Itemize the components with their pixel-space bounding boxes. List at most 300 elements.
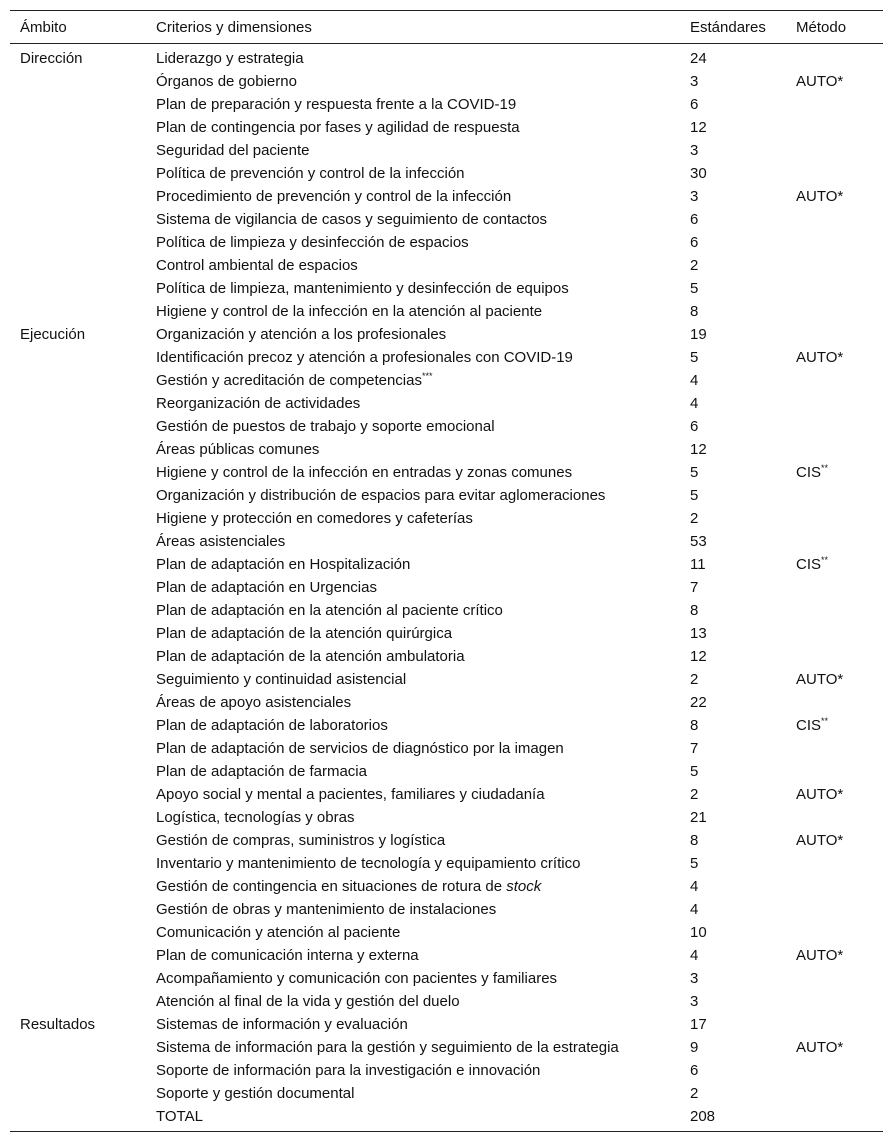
cell-estandares: 24 <box>690 50 707 67</box>
header-estandares: Estándares <box>690 11 796 44</box>
cell-ambito <box>10 461 156 484</box>
table-row <box>10 599 883 622</box>
table-row <box>10 438 883 461</box>
cell-estandares: 5 <box>690 487 699 504</box>
cell-estandares: 2 <box>690 257 699 274</box>
table-row <box>10 737 883 760</box>
cell-criterio <box>156 760 690 783</box>
cell-metodo <box>796 116 883 139</box>
cell-criterio <box>156 277 690 300</box>
cell-metodo <box>796 93 883 116</box>
cell-estandares: 7 <box>690 740 699 757</box>
cell-metodo <box>796 162 883 185</box>
cell-criterio <box>156 967 690 990</box>
table-row <box>10 668 883 691</box>
cell-criterio <box>156 208 690 231</box>
cell-estandares: 3 <box>690 970 699 987</box>
cell-ambito <box>10 668 156 691</box>
cell-estandares: 3 <box>690 993 699 1010</box>
cell-metodo <box>796 346 883 369</box>
criterio-text: Seguimiento y continuidad asistencial <box>156 671 407 688</box>
cell-metodo <box>796 783 883 806</box>
cell-criterio <box>156 645 690 668</box>
cell-metodo <box>796 760 883 783</box>
cell-estandares: 5 <box>690 855 699 872</box>
standards-table <box>10 10 883 1132</box>
table-row <box>10 622 883 645</box>
criterio-text: Apoyo social y mental a pacientes, familiares y ciudadanía <box>156 786 545 803</box>
criterio-text: Plan de contingencia por fases y agilidad de respuesta <box>156 119 520 136</box>
cell-ambito <box>10 1059 156 1082</box>
cell-criterio <box>156 185 690 208</box>
cell-estandares: 4 <box>690 372 699 389</box>
cell-ambito <box>10 231 156 254</box>
cell-ambito <box>10 438 156 461</box>
cell-criterio <box>156 1059 690 1082</box>
cell-estandares: 8 <box>690 303 699 320</box>
criterio-text: Áreas de apoyo asistenciales <box>156 694 352 711</box>
table-row <box>10 1082 883 1105</box>
cell-ambito <box>10 806 156 829</box>
cell-ambito <box>10 300 156 323</box>
cell-metodo <box>796 898 883 921</box>
table-row <box>10 369 883 392</box>
cell-criterio <box>156 737 690 760</box>
cell-criterio <box>156 668 690 691</box>
cell-metodo <box>796 438 883 461</box>
criterio-text: Plan de adaptación de servicios de diagnóstico por la imagen <box>156 740 564 757</box>
table-row <box>10 185 883 208</box>
cell-ambito <box>10 484 156 507</box>
cell-criterio <box>156 691 690 714</box>
cell-estandares: 2 <box>690 1085 699 1102</box>
cell-metodo <box>796 921 883 944</box>
cell-estandares: 2 <box>690 510 699 527</box>
criterio-text: Liderazgo y estrategia <box>156 50 304 67</box>
cell-metodo <box>796 507 883 530</box>
criterio-text: Plan de adaptación de farmacia <box>156 763 367 780</box>
cell-metodo <box>796 829 883 852</box>
cell-ambito <box>10 93 156 116</box>
criterio-text: Gestión de contingencia en situaciones de rotura de <box>156 878 507 895</box>
criterio-text: Plan de adaptación en Urgencias <box>156 579 377 596</box>
cell-ambito <box>10 1105 156 1132</box>
cell-ambito <box>10 70 156 93</box>
footnote-marker: ** <box>821 716 829 726</box>
cell-metodo <box>796 1059 883 1082</box>
cell-ambito <box>10 392 156 415</box>
metodo-text: AUTO* <box>796 786 844 803</box>
header-metodo: Método <box>796 11 883 44</box>
cell-estandares: 17 <box>690 1016 707 1033</box>
table-row <box>10 944 883 967</box>
criterio-text: Política de limpieza y desinfección de espacios <box>156 234 469 251</box>
criterio-text: Sistemas de información y evaluación <box>156 1016 408 1033</box>
cell-ambito <box>10 829 156 852</box>
metodo-text: AUTO* <box>796 832 844 849</box>
criterio-text: Áreas públicas comunes <box>156 441 320 458</box>
cell-ambito <box>10 599 156 622</box>
metodo-text: AUTO* <box>796 1039 844 1056</box>
cell-estandares: 12 <box>690 441 707 458</box>
cell-estandares: 208 <box>690 1105 796 1132</box>
cell-estandares: 53 <box>690 533 707 550</box>
criterio-text: Procedimiento de prevención y control de la infección <box>156 188 512 205</box>
criterio-text: Soporte de información para la investigación e innovación <box>156 1062 541 1079</box>
cell-ambito <box>10 162 156 185</box>
criterio-text: Soporte y gestión documental <box>156 1085 355 1102</box>
table-row <box>10 898 883 921</box>
cell-metodo <box>796 277 883 300</box>
table-row <box>10 783 883 806</box>
criterio-text: Comunicación y atención al paciente <box>156 924 401 941</box>
cell-metodo <box>796 484 883 507</box>
cell-criterio <box>156 599 690 622</box>
metodo-text: CIS <box>796 717 822 734</box>
cell-ambito <box>10 944 156 967</box>
table-row <box>10 576 883 599</box>
cell-criterio <box>156 1013 690 1036</box>
cell-ambito <box>10 622 156 645</box>
cell-metodo <box>796 461 883 484</box>
cell-ambito <box>10 553 156 576</box>
cell-ambito <box>10 415 156 438</box>
cell-ambito: Dirección <box>20 50 83 67</box>
cell-criterio <box>156 622 690 645</box>
cell-criterio <box>156 93 690 116</box>
cell-estandares: 5 <box>690 280 699 297</box>
criterio-text: Control ambiental de espacios <box>156 257 358 274</box>
cell-criterio <box>156 139 690 162</box>
table-row <box>10 829 883 852</box>
table-row <box>10 1036 883 1059</box>
table-row <box>10 714 883 737</box>
criterio-text: Plan de adaptación de la atención ambulatoria <box>156 648 465 665</box>
cell-estandares: 4 <box>690 878 699 895</box>
cell-estandares: 4 <box>690 947 699 964</box>
cell-estandares: 3 <box>690 73 699 90</box>
cell-metodo <box>796 254 883 277</box>
cell-ambito <box>10 507 156 530</box>
cell-ambito <box>10 346 156 369</box>
cell-criterio <box>156 231 690 254</box>
cell-criterio <box>156 1105 690 1132</box>
table-row <box>10 806 883 829</box>
cell-ambito <box>10 898 156 921</box>
header-criterios: Criterios y dimensiones <box>156 11 690 44</box>
table-row <box>10 990 883 1013</box>
cell-estandares: 11 <box>690 556 706 573</box>
cell-metodo <box>796 231 883 254</box>
cell-criterio <box>156 829 690 852</box>
cell-estandares: 3 <box>690 142 699 159</box>
table-row <box>10 691 883 714</box>
cell-estandares: 5 <box>690 763 699 780</box>
cell-metodo <box>796 737 883 760</box>
cell-estandares: 9 <box>690 1039 699 1056</box>
cell-metodo <box>796 967 883 990</box>
cell-estandares: 6 <box>690 234 699 251</box>
cell-ambito <box>10 576 156 599</box>
cell-criterio <box>156 392 690 415</box>
criterio-text: Política de limpieza, mantenimiento y desinfección de equipos <box>156 280 569 297</box>
metodo-text: CIS <box>796 556 822 573</box>
cell-criterio <box>156 898 690 921</box>
cell-metodo <box>796 1036 883 1059</box>
footnote-marker: ** <box>821 555 829 565</box>
cell-metodo <box>796 668 883 691</box>
criterio-text: Sistema de información para la gestión y seguimiento de la estrategia <box>156 1039 619 1056</box>
table-row <box>10 254 883 277</box>
table-row <box>10 760 883 783</box>
cell-ambito <box>10 116 156 139</box>
criterio-text: Gestión de obras y mantenimiento de instalaciones <box>156 901 497 918</box>
cell-criterio <box>156 346 690 369</box>
table-row <box>10 346 883 369</box>
cell-criterio <box>156 300 690 323</box>
cell-metodo <box>796 1013 883 1036</box>
criterio-text: Sistema de vigilancia de casos y seguimiento de contactos <box>156 211 548 228</box>
criterio-text: Plan de comunicación interna y externa <box>156 947 419 964</box>
cell-metodo <box>796 1082 883 1105</box>
cell-estandares: 6 <box>690 1062 699 1079</box>
cell-estandares: 6 <box>690 96 699 113</box>
criterio-text: Reorganización de actividades <box>156 395 361 412</box>
table-header <box>10 11 883 44</box>
criterio-text: Higiene y control de la infección en entradas y zonas comunes <box>156 464 573 481</box>
table-row <box>10 1013 883 1036</box>
criterio-text: Plan de adaptación en la atención al paciente crítico <box>156 602 503 619</box>
cell-ambito <box>10 645 156 668</box>
cell-ambito: Resultados <box>20 1016 96 1033</box>
table-row <box>10 300 883 323</box>
cell-metodo <box>796 875 883 898</box>
cell-ambito <box>10 921 156 944</box>
cell-estandares: 2 <box>690 671 699 688</box>
cell-ambito <box>10 369 156 392</box>
cell-criterio <box>156 162 690 185</box>
criterio-text: Identificación precoz y atención a profesionales con COVID-19 <box>156 349 573 366</box>
cell-metodo <box>796 990 883 1013</box>
cell-ambito <box>10 967 156 990</box>
cell-estandares: 12 <box>690 648 707 665</box>
cell-ambito <box>10 1036 156 1059</box>
table-row <box>10 116 883 139</box>
cell-ambito <box>10 1082 156 1105</box>
cell-estandares: 12 <box>690 119 707 136</box>
cell-criterio <box>156 530 690 553</box>
cell-criterio <box>156 576 690 599</box>
cell-estandares: 19 <box>690 326 707 343</box>
cell-ambito <box>10 714 156 737</box>
cell-metodo <box>796 44 883 71</box>
cell-metodo <box>796 645 883 668</box>
cell-estandares: 8 <box>690 602 699 619</box>
cell-ambito <box>10 254 156 277</box>
cell-criterio <box>156 1082 690 1105</box>
table-row <box>10 392 883 415</box>
criterio-text: Organización y distribución de espacios para evitar aglomeraciones <box>156 487 606 504</box>
criterio-text: Gestión de puestos de trabajo y soporte emocional <box>156 418 495 435</box>
cell-criterio <box>156 1036 690 1059</box>
cell-metodo <box>796 369 883 392</box>
cell-metodo <box>796 300 883 323</box>
cell-ambito <box>10 852 156 875</box>
cell-estandares: 4 <box>690 901 699 918</box>
metodo-text: AUTO* <box>796 188 844 205</box>
cell-metodo <box>796 944 883 967</box>
criterio-text: Áreas asistenciales <box>156 533 286 550</box>
table-body <box>10 44 883 1132</box>
footnote-marker: *** <box>421 371 433 381</box>
table-row <box>10 208 883 231</box>
cell-ambito <box>10 990 156 1013</box>
cell-estandares: 22 <box>690 694 707 711</box>
table-row <box>10 277 883 300</box>
cell-criterio <box>156 921 690 944</box>
metodo-text: AUTO* <box>796 349 844 366</box>
cell-metodo <box>796 70 883 93</box>
cell-criterio <box>156 507 690 530</box>
criterio-text: Inventario y mantenimiento de tecnología y equipamiento crítico <box>156 855 581 872</box>
cell-metodo <box>796 392 883 415</box>
cell-estandares: 4 <box>690 395 699 412</box>
cell-criterio <box>156 323 690 346</box>
table-row <box>10 921 883 944</box>
criterio-text: Plan de adaptación de laboratorios <box>156 717 388 734</box>
criterio-text: Atención al final de la vida y gestión del duelo <box>156 993 460 1010</box>
cell-criterio <box>156 461 690 484</box>
criterio-italic-text: stock <box>506 878 542 895</box>
table-row <box>10 852 883 875</box>
cell-criterio <box>156 714 690 737</box>
table-row <box>10 231 883 254</box>
cell-metodo <box>796 139 883 162</box>
cell-estandares: 10 <box>690 924 707 941</box>
cell-estandares: 8 <box>690 717 699 734</box>
cell-estandares: 5 <box>690 349 699 366</box>
criterio-text: Higiene y control de la infección en la atención al paciente <box>156 303 543 320</box>
cell-ambito <box>10 277 156 300</box>
cell-metodo <box>796 576 883 599</box>
cell-metodo <box>796 806 883 829</box>
cell-estandares: 8 <box>690 832 699 849</box>
criterio-text: TOTAL <box>156 1108 203 1125</box>
metodo-text: CIS <box>796 464 822 481</box>
metodo-text: AUTO* <box>796 671 844 688</box>
table-row <box>10 323 883 346</box>
criterio-text: Política de prevención y control de la infección <box>156 165 465 182</box>
criterio-text: Gestión de compras, suministros y logística <box>156 832 446 849</box>
table-row <box>10 415 883 438</box>
cell-metodo <box>796 691 883 714</box>
cell-criterio <box>156 990 690 1013</box>
table-row <box>10 507 883 530</box>
cell-metodo <box>796 852 883 875</box>
standards-table-container <box>10 10 874 1132</box>
cell-criterio <box>156 116 690 139</box>
cell-criterio <box>156 70 690 93</box>
criterio-text: Plan de adaptación de la atención quirúrgica <box>156 625 453 642</box>
cell-metodo <box>796 530 883 553</box>
header-ambito: Ámbito <box>10 11 156 44</box>
cell-metodo <box>796 208 883 231</box>
cell-metodo <box>796 622 883 645</box>
cell-ambito <box>10 875 156 898</box>
cell-metodo <box>796 415 883 438</box>
cell-estandares: 6 <box>690 418 699 435</box>
cell-criterio <box>156 484 690 507</box>
cell-ambito <box>10 691 156 714</box>
table-row <box>10 139 883 162</box>
cell-ambito <box>10 208 156 231</box>
cell-criterio <box>156 254 690 277</box>
cell-criterio <box>156 44 690 71</box>
cell-estandares: 5 <box>690 464 699 481</box>
cell-estandares: 6 <box>690 211 699 228</box>
criterio-text: Seguridad del paciente <box>156 142 310 159</box>
table-row <box>10 162 883 185</box>
cell-criterio <box>156 415 690 438</box>
table-row <box>10 93 883 116</box>
cell-ambito <box>10 760 156 783</box>
cell-metodo <box>796 599 883 622</box>
table-row <box>10 484 883 507</box>
cell-criterio <box>156 806 690 829</box>
cell-criterio <box>156 369 690 392</box>
cell-criterio <box>156 875 690 898</box>
criterio-text: Plan de preparación y respuesta frente a la COVID-19 <box>156 96 517 113</box>
table-row <box>10 875 883 898</box>
cell-criterio <box>156 944 690 967</box>
cell-ambito <box>10 783 156 806</box>
cell-criterio <box>156 438 690 461</box>
cell-metodo <box>796 185 883 208</box>
criterio-text: Plan de adaptación en Hospitalización <box>156 556 411 573</box>
cell-metodo <box>796 323 883 346</box>
table-row <box>10 553 883 576</box>
criterio-text: Logística, tecnologías y obras <box>156 809 355 826</box>
criterio-text: Organización y atención a los profesionales <box>156 326 447 343</box>
cell-ambito <box>10 139 156 162</box>
criterio-text: Higiene y protección en comedores y cafeterías <box>156 510 473 527</box>
metodo-text: AUTO* <box>796 73 844 90</box>
table-row <box>10 967 883 990</box>
cell-estandares: 3 <box>690 188 699 205</box>
footnote-marker: ** <box>821 463 829 473</box>
cell-metodo <box>796 1105 883 1132</box>
cell-criterio <box>156 852 690 875</box>
cell-estandares: 13 <box>690 625 707 642</box>
criterio-text: Gestión y acreditación de competencias <box>156 372 422 389</box>
criterio-text: Acompañamiento y comunicación con pacientes y familiares <box>156 970 558 987</box>
table-row <box>10 1105 883 1132</box>
table-row <box>10 530 883 553</box>
cell-metodo <box>796 714 883 737</box>
cell-criterio <box>156 553 690 576</box>
table-row <box>10 44 883 71</box>
table-row <box>10 1059 883 1082</box>
cell-ambito <box>10 530 156 553</box>
criterio-text: Órganos de gobierno <box>156 73 297 90</box>
cell-ambito <box>10 185 156 208</box>
cell-estandares: 21 <box>690 809 707 826</box>
header-row <box>10 11 883 44</box>
cell-ambito <box>10 737 156 760</box>
cell-ambito: Ejecución <box>20 326 86 343</box>
cell-metodo <box>796 553 883 576</box>
cell-estandares: 7 <box>690 579 699 596</box>
